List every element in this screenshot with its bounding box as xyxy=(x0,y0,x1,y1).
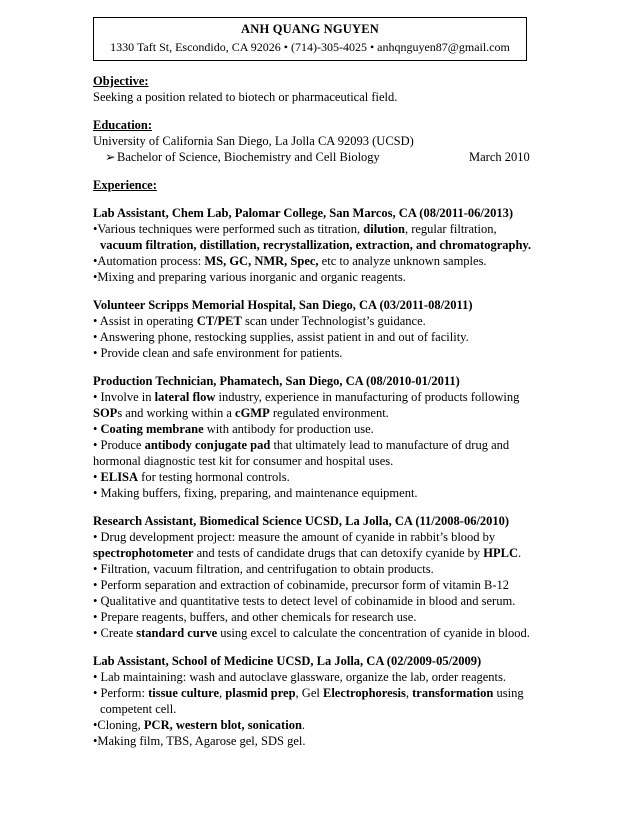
objective-section xyxy=(93,73,543,105)
objective-title: Objective: xyxy=(93,74,149,88)
job-bullet: • Involve in lateral flow industry, experience in manufacturing of products following xyxy=(93,390,520,404)
resume-body xyxy=(93,73,543,749)
job-entry xyxy=(93,205,543,285)
experience-title: Experience: xyxy=(93,178,157,192)
job-bullet-cont: competent cell. xyxy=(100,702,177,716)
job-bullet: • Provide clean and safe environment for patients. xyxy=(93,346,343,360)
job-bullet: •Cloning, PCR, western blot, sonication. xyxy=(93,718,306,732)
job-bullet: • Prepare reagents, buffers, and other chemicals for research use. xyxy=(93,610,417,624)
job-bullet: •Various techniques were performed such as titration, dilution, regular filtration, xyxy=(93,222,497,236)
objective-text: Seeking a position related to biotech or pharmaceutical field. xyxy=(93,90,398,104)
job-bullet-cont: vacuum filtration, distillation, recrystallization, extraction, and chromatography. xyxy=(100,238,532,252)
job-bullet: • Lab maintaining: wash and autoclave glassware, organize the lab, order reagents. xyxy=(93,670,507,684)
education-degree: Bachelor of Science, Biochemistry and Cell Biology xyxy=(117,150,380,164)
job-bullet: • Coating membrane with antibody for production use. xyxy=(93,422,374,436)
job-title: Volunteer Scripps Memorial Hospital, San Diego, CA (03/2011-08/2011) xyxy=(93,298,473,312)
job-bullet: • Answering phone, restocking supplies, assist patient in and out of facility. xyxy=(93,330,469,344)
header-box xyxy=(93,17,527,61)
education-date: March 2010 xyxy=(469,150,530,164)
education-section xyxy=(93,117,543,165)
job-bullet: •Making film, TBS, Agarose gel, SDS gel. xyxy=(93,734,306,748)
job-title: Production Technician, Phamatech, San Diego, CA (08/2010-01/2011) xyxy=(93,374,460,388)
arrow-bullet-icon: ➢ xyxy=(105,150,116,164)
education-school: University of California San Diego, La Jolla CA 92093 (UCSD) xyxy=(93,134,414,148)
job-bullet: • Qualitative and quantitative tests to detect level of cobinamide in blood and serum. xyxy=(93,594,516,608)
education-title: Education: xyxy=(93,118,153,132)
job-bullet: • Assist in operating CT/PET scan under Technologist’s guidance. xyxy=(93,314,426,328)
job-bullet: • Produce antibody conjugate pad that ultimately lead to manufacture of drug and xyxy=(93,438,510,452)
job-bullet: •Mixing and preparing various inorganic and organic reagents. xyxy=(93,270,406,284)
job-bullet: •Automation process: MS, GC, NMR, Spec, etc to analyze unknown samples. xyxy=(93,254,487,268)
job-bullet: • Perform: tissue culture, plasmid prep, Gel Electrophoresis, transformation using xyxy=(93,686,524,700)
job-entry xyxy=(93,373,543,501)
job-title: Lab Assistant, Chem Lab, Palomar College, San Marcos, CA (08/2011-06/2013) xyxy=(93,206,514,220)
education-degree-row xyxy=(93,149,543,165)
job-title: Research Assistant, Biomedical Science UCSD, La Jolla, CA (11/2008-06/2010) xyxy=(93,514,510,528)
job-bullet: • Create standard curve using excel to calculate the concentration of cyanide in blood. xyxy=(93,626,530,640)
job-bullet-cont: hormonal diagnostic test kit for consumer and hospital uses. xyxy=(93,454,394,468)
job-title: Lab Assistant, School of Medicine UCSD, La Jolla, CA (02/2009-05/2009) xyxy=(93,654,482,668)
job-bullet: • Perform separation and extraction of cobinamide, precursor form of vitamin B-12 xyxy=(93,578,510,592)
job-entry xyxy=(93,513,543,641)
job-bullet: • Drug development project: measure the amount of cyanide in rabbit’s blood by xyxy=(93,530,496,544)
job-bullet-cont: spectrophotometer and tests of candidate drugs that can detoxify cyanide by HPLC. xyxy=(93,546,522,560)
candidate-name: ANH QUANG NGUYEN xyxy=(241,22,379,36)
job-bullet: • ELISA for testing hormonal controls. xyxy=(93,470,290,484)
contact-line: 1330 Taft St, Escondido, CA 92026 • (714)-305-4025 • anhqnguyen87@gmail.com xyxy=(110,40,510,54)
job-bullet-cont: SOPs and working within a cGMP regulated environment. xyxy=(93,406,389,420)
job-bullet: • Filtration, vacuum filtration, and centrifugation to obtain products. xyxy=(93,562,434,576)
job-entry xyxy=(93,297,543,361)
job-entry xyxy=(93,653,543,749)
job-bullet: • Making buffers, fixing, preparing, and maintenance equipment. xyxy=(93,486,418,500)
